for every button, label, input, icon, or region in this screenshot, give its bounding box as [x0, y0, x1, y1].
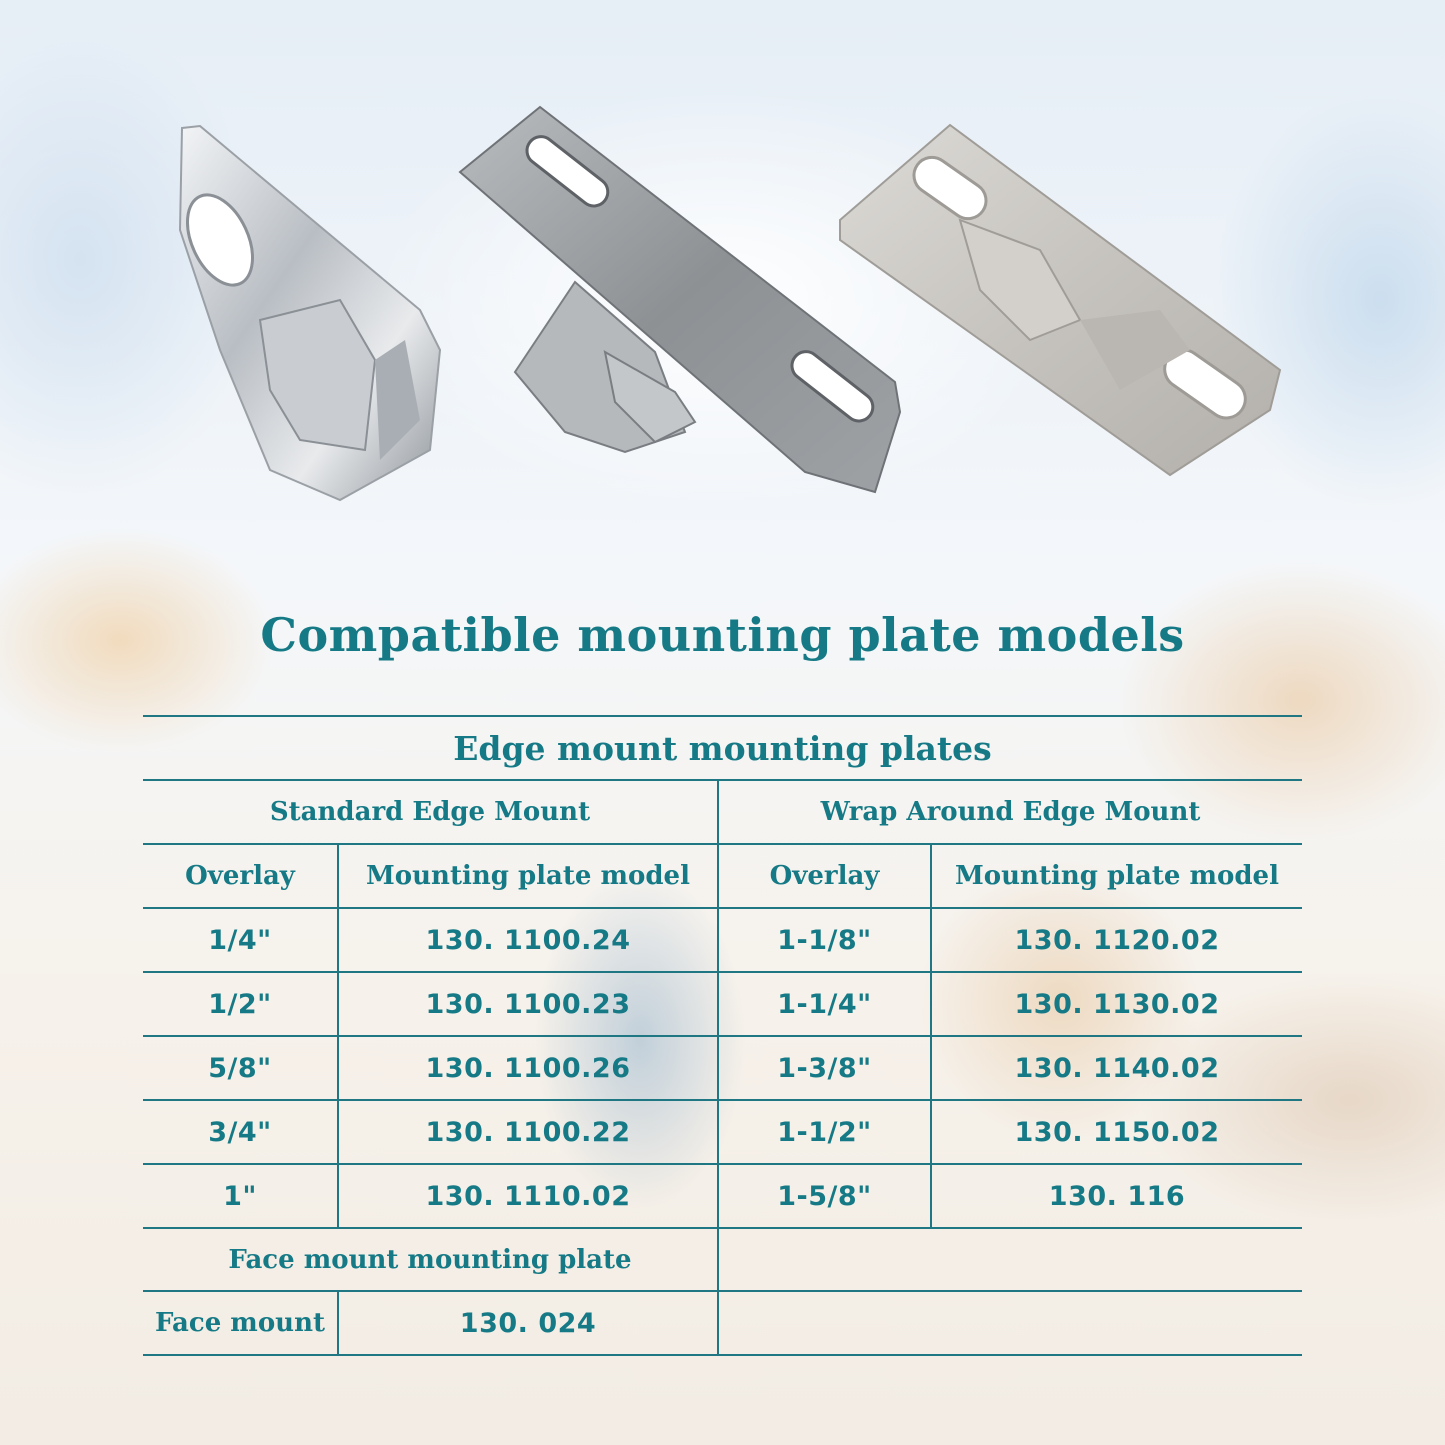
product-images: [140, 90, 1300, 520]
wrap-overlay-cell: 1-5/8": [777, 1180, 872, 1212]
standard-model-column-header: Mounting plate model: [366, 861, 690, 891]
section-title: Edge mount mounting plates: [453, 728, 992, 768]
standard-model-cell: 130. 1100.24: [425, 924, 631, 956]
wrap-model-column-header: Mounting plate model: [955, 861, 1279, 891]
standard-model-cell: 130. 1100.23: [425, 988, 631, 1020]
wrap-around-edge-mount-header: Wrap Around Edge Mount: [820, 797, 1201, 827]
wrap-model-cell: 130. 1130.02: [1014, 988, 1220, 1020]
standard-overlay-cell: 1": [223, 1180, 257, 1212]
standard-overlay-cell: 1/2": [208, 988, 272, 1020]
wrap-overlay-cell: 1-1/8": [777, 924, 872, 956]
standard-edge-mount-header: Standard Edge Mount: [269, 797, 591, 827]
wrap-overlay-column-header: Overlay: [769, 861, 880, 891]
wrap-model-cell: 130. 1120.02: [1014, 924, 1220, 956]
standard-overlay-cell: 1/4": [208, 924, 272, 956]
face-mount-plate-image: [830, 120, 1290, 480]
wrap-model-cell: 130. 1150.02: [1014, 1116, 1220, 1148]
standard-overlay-cell: 3/4": [208, 1116, 272, 1148]
standard-overlay-cell: 5/8": [208, 1052, 272, 1084]
wrap-overlay-cell: 1-1/2": [777, 1116, 872, 1148]
wrap-around-plate-image: [160, 120, 460, 510]
standard-model-cell: 130. 1100.22: [425, 1116, 631, 1148]
face-mount-label: Face mount: [155, 1308, 325, 1338]
face-mount-header: Face mount mounting plate: [228, 1244, 632, 1275]
page-title: Compatible mounting plate models: [260, 608, 1185, 662]
face-mount-model: 130. 024: [459, 1307, 597, 1339]
standard-model-cell: 130. 1100.26: [425, 1052, 631, 1084]
mounting-plate-table: [143, 715, 1302, 1356]
table-rule: [143, 1354, 1302, 1356]
wrap-model-cell: 130. 116: [1048, 1180, 1186, 1212]
wrap-overlay-cell: 1-3/8": [777, 1052, 872, 1084]
wrap-model-cell: 130. 1140.02: [1014, 1052, 1220, 1084]
standard-model-cell: 130. 1110.02: [425, 1180, 631, 1212]
standard-overlay-column-header: Overlay: [185, 861, 295, 891]
wrap-overlay-cell: 1-1/4": [777, 988, 872, 1020]
